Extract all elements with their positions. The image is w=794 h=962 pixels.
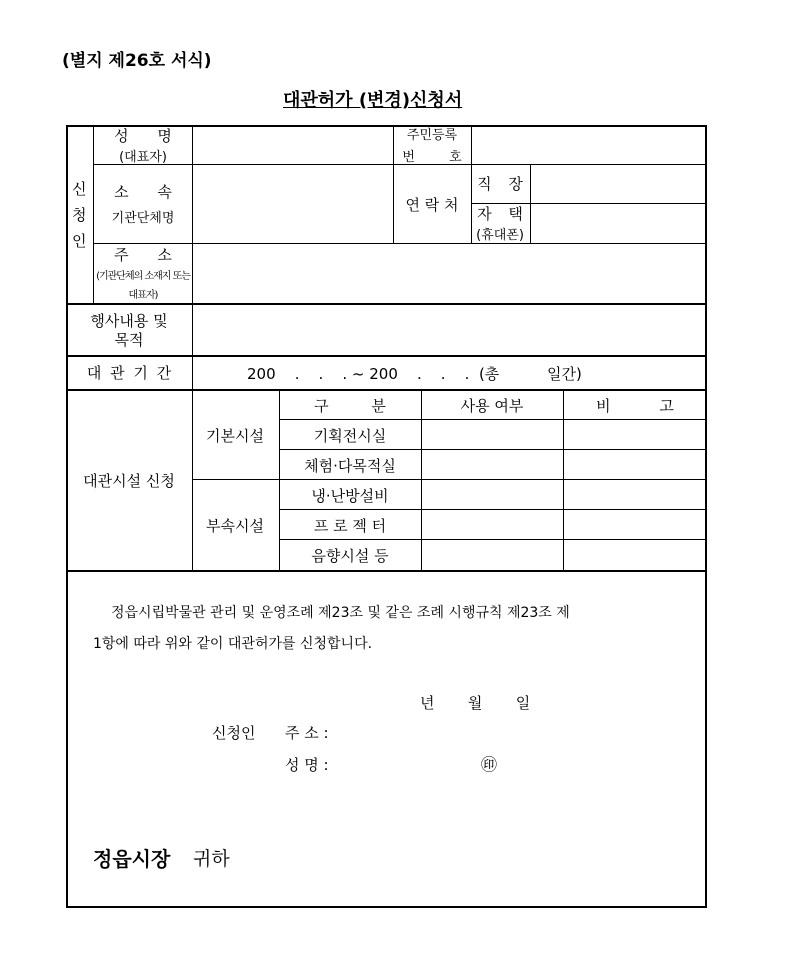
section-divider: [66, 355, 707, 357]
note-cell[interactable]: [564, 510, 705, 538]
grid-line: [279, 390, 280, 571]
facility-item: 음향시설 등: [311, 547, 389, 565]
facility-item: 기획전시실: [313, 427, 387, 445]
aux-facility-label: 부속시설: [206, 517, 264, 535]
facility-item: 프 로 젝 터: [313, 517, 387, 535]
mobile-sub-label: (휴대폰): [476, 228, 524, 243]
use-cell[interactable]: [422, 540, 562, 569]
affiliation-label: 소 속: [114, 183, 172, 201]
work-phone-field[interactable]: [531, 165, 705, 202]
note-cell[interactable]: [564, 480, 705, 508]
home-phone-label: 자 택: [477, 205, 523, 223]
use-cell[interactable]: [422, 480, 562, 508]
name-label: 성 명: [114, 127, 172, 145]
category-header: 구 분: [314, 397, 386, 415]
rental-period-label: 대 관 기 간: [86, 364, 172, 382]
form-title: 대관허가 (변경)신청서: [283, 90, 463, 111]
facility-label: 대관시설 신청: [83, 472, 175, 490]
work-phone-label: 직 장: [477, 175, 523, 193]
applicant-group-char: 청: [72, 206, 87, 224]
note-header: 비 고: [596, 397, 674, 415]
note-cell[interactable]: [564, 450, 705, 478]
name-sub-label: (대표자): [119, 150, 167, 165]
grid-line: [393, 125, 394, 244]
signature-name-label: 성 명 :: [285, 756, 329, 774]
applicant-group-char: 인: [72, 232, 87, 250]
date-line[interactable]: 년 월 일: [420, 694, 531, 712]
contact-label: 연 락 처: [405, 196, 459, 214]
recipient-name: 정읍시장: [93, 847, 171, 871]
resident-number-label-2: 번 호: [402, 150, 462, 165]
address-sub-label-2: 대표자): [128, 290, 158, 301]
note-cell[interactable]: [564, 540, 705, 569]
event-purpose-label: 행사내용 및: [90, 312, 168, 330]
statement-line-2: 1항에 따라 위와 같이 대관허가를 신청합니다.: [93, 636, 373, 652]
resident-number-label: 주민등록: [406, 128, 458, 143]
address-sub-label: (기관단체의 소재지 또는: [96, 271, 190, 282]
facility-item: 냉·난방설비: [311, 487, 389, 505]
grid-line: [93, 125, 94, 304]
address-label: 주 소: [114, 246, 172, 264]
section-divider: [66, 570, 707, 572]
rental-period-value[interactable]: 200 . . . ~ 200 . . . (총 일간): [247, 365, 582, 383]
use-status-header: 사용 여부: [460, 397, 524, 415]
form-label: (별지 제26호 서식): [62, 51, 212, 71]
seal-mark: ㊞: [481, 755, 498, 774]
applicant-group-char: 신: [72, 180, 87, 198]
facility-item: 체험·다목적실: [304, 457, 396, 475]
affiliation-sub-label: 기관단체명: [111, 211, 175, 226]
event-purpose-label-2: 목적: [114, 331, 144, 349]
note-cell[interactable]: [564, 420, 705, 448]
statement-line: 정읍시립박물관 관리 및 운영조례 제23조 및 같은 조례 시행규칙 제23조 제: [111, 605, 570, 621]
event-purpose-field[interactable]: [193, 305, 705, 354]
signature-address-label: 주 소 :: [285, 724, 329, 742]
resident-number-field[interactable]: [472, 126, 705, 163]
affiliation-field[interactable]: [193, 165, 392, 242]
use-cell[interactable]: [422, 450, 562, 478]
address-field[interactable]: [193, 244, 705, 302]
use-cell[interactable]: [422, 420, 562, 448]
home-phone-field[interactable]: [531, 204, 705, 242]
basic-facility-label: 기본시설: [206, 427, 264, 445]
recipient-suffix: 귀하: [193, 848, 230, 870]
use-cell[interactable]: [422, 510, 562, 538]
signature-applicant-label: 신청인: [212, 724, 256, 742]
section-divider: [66, 389, 707, 391]
name-field[interactable]: [193, 126, 392, 163]
